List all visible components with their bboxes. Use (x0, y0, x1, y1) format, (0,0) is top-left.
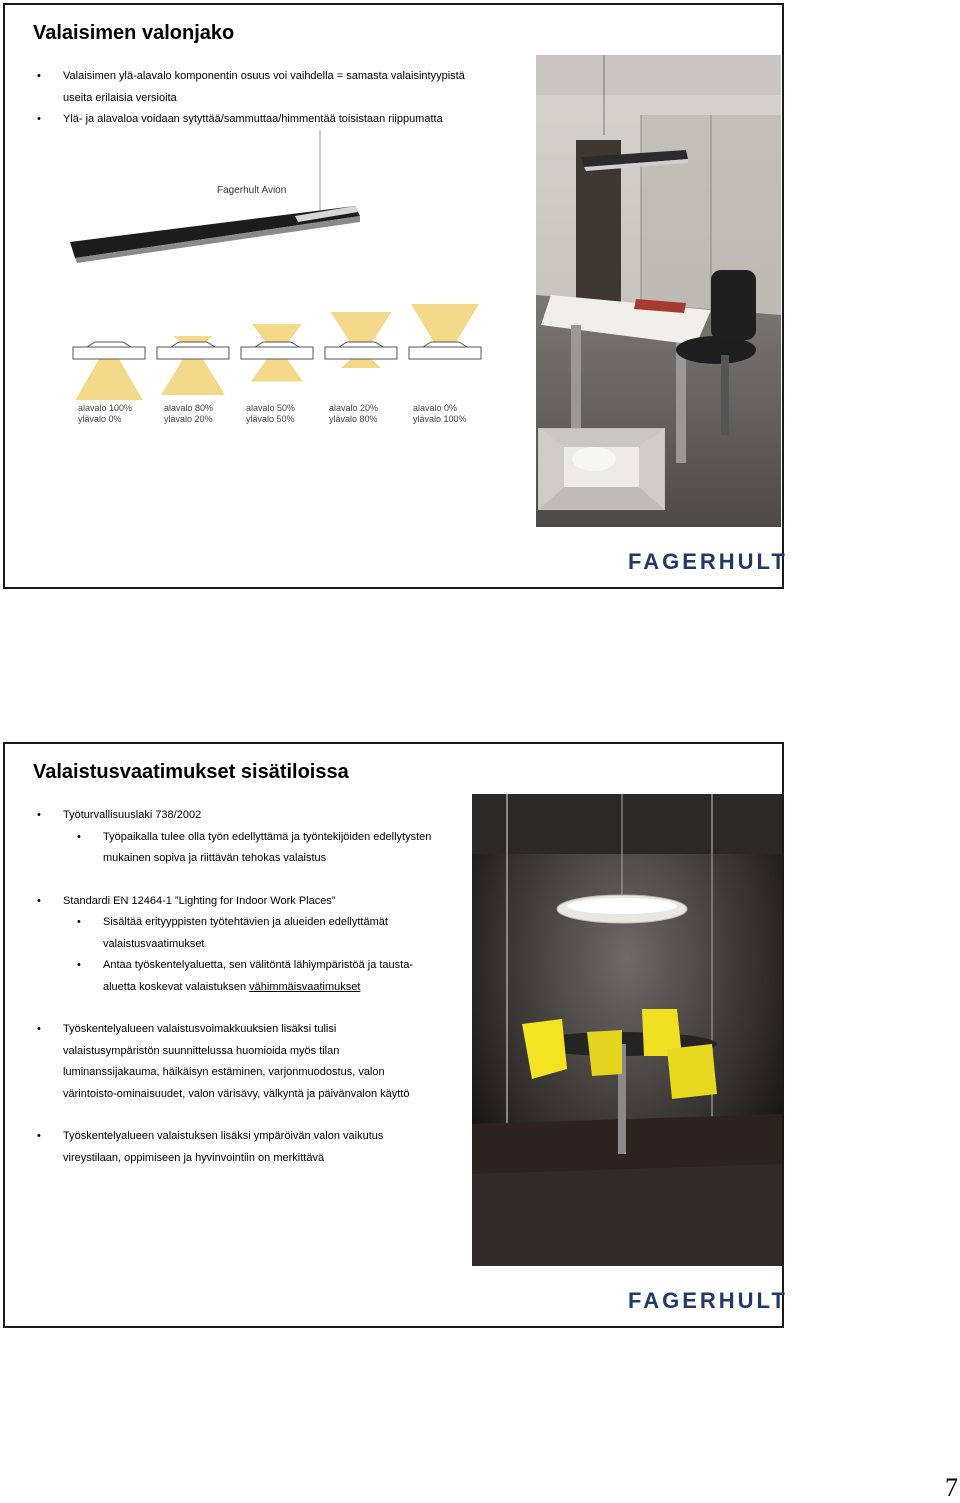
distribution-label: alavalo 80% ylävalo 20% (164, 403, 214, 424)
meeting-room-photo (472, 794, 782, 1266)
linear-luminaire-illustration (65, 130, 365, 270)
luminaire-body (241, 347, 313, 359)
luminaire-body (73, 347, 145, 359)
bullet-item: • Työskentelyalueen valaistusvoimakkuuksien lisäksi tulisi (37, 1023, 337, 1035)
light-distribution-diagrams (65, 300, 485, 400)
sub-bullet-item: • Sisältää erityyppisten työtehtävien ja alueiden edellyttämät (77, 916, 388, 928)
luminaire-top (339, 342, 383, 347)
distribution-label: alavalo 0% ylävalo 100% (413, 403, 467, 424)
bullet-item: • Standardi EN 12464-1 ”Lighting for Indoor Work Places” (37, 894, 336, 907)
slide-1 (3, 3, 788, 589)
distribution-diagram (241, 324, 313, 382)
slide-2-title: Valaistusvaatimukset sisätiloissa (33, 761, 349, 783)
lamp-caption: Fagerhult Avion (217, 185, 287, 196)
uplight-beam (411, 304, 479, 344)
distribution-label: alavalo 100% ylävalo 0% (78, 403, 133, 424)
fagerhult-logo: FAGERHULT (628, 549, 788, 574)
sub-bullet-item: • Työpaikalla tulee olla työn edellyttämä ja työntekijöiden edellytysten (77, 830, 432, 843)
bullet-continued: luminanssijakauma, häikäisyn estäminen, varjonmuodostus, valon (63, 1066, 385, 1078)
distribution-diagram (409, 304, 481, 359)
luminaire-top (423, 342, 467, 347)
bullet-continued: vireystilaan, oppimiseen ja hyvinvointiin on merkittävä (63, 1151, 325, 1164)
bullet-continued: värintoisto-ominaisuudet, valon värisävy, välkyntä ja päivänvalon käyttö (63, 1087, 410, 1100)
underlined-term: vähimmäisvaatimukset (249, 980, 361, 993)
bullet-item: • Ylä- ja alavaloa voidaan sytyttää/sammuttaa/himmentää toisistaan riippumatta (37, 113, 443, 125)
slide-1-title: Valaisimen valonjako (33, 22, 235, 44)
luminaire-body (157, 347, 229, 359)
slide-1-bullets (33, 66, 465, 131)
luminaire-top (255, 342, 299, 347)
fagerhult-logo: FAGERHULT (628, 1288, 788, 1313)
sub-bullet-continued: mukainen sopiva ja riittävän tehokas valaistus (103, 852, 327, 864)
bullet-continued: valaistusympäristön suunnittelussa huomioida myös tilan (63, 1044, 340, 1057)
distribution-diagram (73, 342, 145, 400)
distribution-diagram (157, 336, 229, 395)
bullet-item: • Työskentelyalueen valaistuksen lisäksi ympäröivän valon vaikutus (37, 1130, 384, 1142)
downlight-beam (341, 359, 381, 368)
downlight-beam (251, 359, 303, 382)
page-number: 7 (945, 1473, 958, 1502)
downlight-beam (161, 359, 225, 395)
bullet-item: • Valaisimen ylä-alavalo komponentin osuus voi vaihdella = samasta valaisintyypistä (37, 70, 465, 82)
luminaire-top (87, 342, 131, 347)
slide-2 (3, 742, 788, 1328)
distribution-label: alavalo 20% ylävalo 80% (329, 403, 379, 424)
sub-bullet-item: • Antaa työskentelyaluetta, sen välitöntä lähiympäristöä ja tausta- (77, 959, 414, 971)
bullet-item-continued: useita erilaisia versioita (63, 91, 177, 104)
uplight-beam (252, 324, 302, 344)
distribution-diagram (325, 312, 397, 368)
downlight-beam (73, 359, 145, 400)
uplight-beam (331, 312, 392, 344)
luminaire-body (325, 347, 397, 359)
room-light-render (538, 428, 665, 510)
bullet-item: • Työturvallisuuslaki 738/2002 (37, 809, 202, 821)
sub-bullet-continued: valaistusvaatimukset (103, 937, 205, 950)
luminaire-top (171, 342, 215, 347)
slide-2-bullets (33, 805, 431, 1169)
luminaire-body (409, 347, 481, 359)
sub-bullet-continued: aluetta koskevat valaistuksen vähimmäisvaatimukset (103, 980, 361, 993)
distribution-label: alavalo 50% ylävalo 50% (246, 403, 296, 424)
